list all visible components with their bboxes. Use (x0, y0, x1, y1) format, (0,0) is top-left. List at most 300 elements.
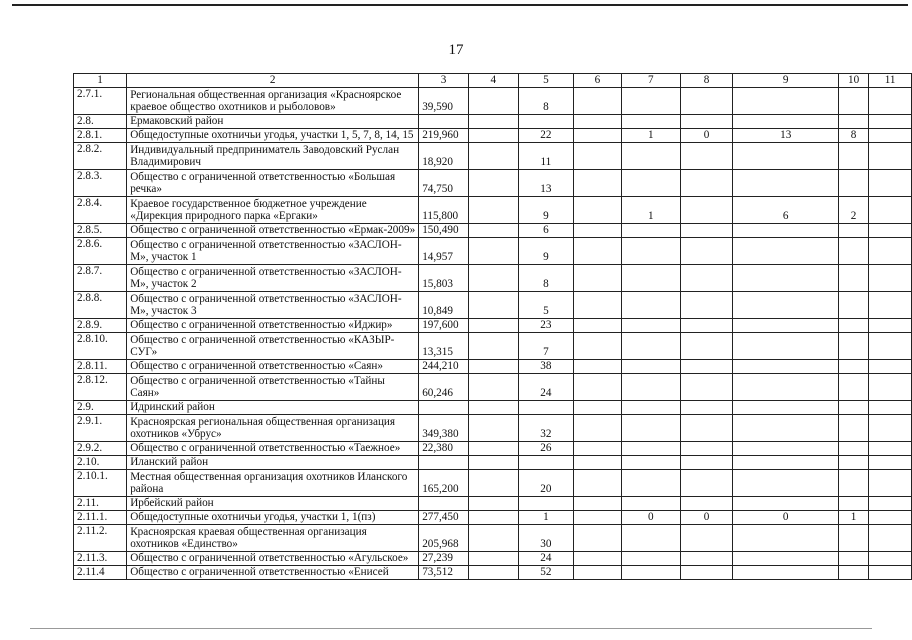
cell-col-3 (419, 401, 469, 415)
cell-col-9 (733, 374, 838, 401)
row-number: 2.8.3. (74, 170, 127, 197)
cell-col-9 (733, 442, 838, 456)
cell-col-10 (838, 497, 868, 511)
row-number: 2.8.9. (74, 319, 127, 333)
cell-col-5: 30 (518, 525, 573, 552)
row-name-line: речка» (130, 183, 162, 196)
cell-col-5: 1 (518, 511, 573, 525)
cell-col-5: 13 (518, 170, 573, 197)
cell-col-8 (680, 470, 733, 497)
cell-col-4 (468, 224, 518, 238)
row-name (127, 265, 419, 292)
cell-col-11 (869, 360, 912, 374)
cell-col-6 (573, 88, 621, 115)
row-name-line: района (130, 483, 164, 496)
cell-col-11 (869, 197, 912, 224)
cell-col-9 (733, 497, 838, 511)
row-name-line: Общество с ограниченной ответственностью «Ермак-2009» (130, 224, 416, 237)
scan-bottom-edge (30, 628, 872, 629)
cell-col-3: 15,803 (419, 265, 469, 292)
cell-col-4 (468, 238, 518, 265)
cell-col-4 (468, 170, 518, 197)
cell-col-5: 9 (518, 238, 573, 265)
row-name (127, 170, 419, 197)
row-name-line: Общество с ограниченной ответственностью «ЗАСЛОН- (130, 265, 402, 278)
cell-col-11 (869, 319, 912, 333)
cell-col-10 (838, 415, 868, 442)
cell-col-10 (838, 224, 868, 238)
cell-col-5: 5 (518, 292, 573, 319)
cell-col-6 (573, 552, 621, 566)
row-name-line: Красноярская региональная общественная организация (130, 415, 396, 428)
cell-col-4 (468, 566, 518, 580)
cell-col-11 (869, 129, 912, 143)
row-number: 2.8.5. (74, 224, 127, 238)
table-row (74, 401, 912, 415)
cell-col-3: 73,512 (419, 566, 469, 580)
row-name-line: Красноярская краевая общественная организация (130, 525, 367, 538)
cell-col-3: 74,750 (419, 170, 469, 197)
cell-col-11 (869, 415, 912, 442)
cell-col-6 (573, 470, 621, 497)
row-number: 2.8.6. (74, 238, 127, 265)
table-row (74, 566, 912, 580)
row-name (127, 415, 419, 442)
table-body (74, 74, 912, 580)
row-number: 2.9. (74, 401, 127, 415)
cell-col-4 (468, 197, 518, 224)
cell-col-8 (680, 170, 733, 197)
column-header: 5 (518, 74, 573, 88)
cell-col-6 (573, 442, 621, 456)
cell-col-7 (622, 319, 681, 333)
cell-col-8 (680, 224, 733, 238)
cell-col-8 (680, 238, 733, 265)
row-name-line: М», участок 3 (130, 305, 197, 318)
cell-col-6 (573, 292, 621, 319)
cell-col-11 (869, 143, 912, 170)
cell-col-9 (733, 88, 838, 115)
table-row (74, 415, 912, 442)
row-name (127, 552, 419, 566)
table-row (74, 442, 912, 456)
cell-col-5 (518, 456, 573, 470)
table-row (74, 292, 912, 319)
cell-col-10 (838, 143, 868, 170)
cell-col-11 (869, 88, 912, 115)
row-name (127, 143, 419, 170)
cell-col-11 (869, 497, 912, 511)
row-name (127, 511, 419, 525)
table-row (74, 511, 912, 525)
cell-col-7 (622, 88, 681, 115)
cell-col-4 (468, 374, 518, 401)
row-number: 2.11.3. (74, 552, 127, 566)
cell-col-8 (680, 566, 733, 580)
cell-col-7 (622, 292, 681, 319)
cell-col-8 (680, 442, 733, 456)
cell-col-9 (733, 552, 838, 566)
cell-col-9 (733, 470, 838, 497)
table-row (74, 525, 912, 552)
cell-col-5: 8 (518, 265, 573, 292)
column-header-row (74, 74, 912, 88)
cell-col-7 (622, 456, 681, 470)
row-name (127, 292, 419, 319)
cell-col-4 (468, 333, 518, 360)
cell-col-11 (869, 292, 912, 319)
page-number: 17 (448, 42, 464, 58)
row-number: 2.11.2. (74, 525, 127, 552)
cell-col-3: 10,849 (419, 292, 469, 319)
table-row (74, 265, 912, 292)
cell-col-9 (733, 566, 838, 580)
row-number: 2.8.1. (74, 129, 127, 143)
cell-col-3: 60,246 (419, 374, 469, 401)
cell-col-3: 219,960 (419, 129, 469, 143)
cell-col-4 (468, 143, 518, 170)
cell-col-7: 1 (622, 197, 681, 224)
row-number: 2.10. (74, 456, 127, 470)
table-row (74, 374, 912, 401)
cell-col-7 (622, 552, 681, 566)
data-table (73, 73, 912, 580)
cell-col-7 (622, 374, 681, 401)
row-number: 2.7.1. (74, 88, 127, 115)
cell-col-10 (838, 265, 868, 292)
cell-col-8 (680, 525, 733, 552)
row-name-line: Общедоступные охотничьи угодья, участки 1, 1(пз) (130, 511, 376, 524)
cell-col-6 (573, 197, 621, 224)
cell-col-3 (419, 456, 469, 470)
cell-col-7 (622, 333, 681, 360)
cell-col-4 (468, 265, 518, 292)
cell-col-11 (869, 442, 912, 456)
row-name (127, 129, 419, 143)
cell-col-10 (838, 470, 868, 497)
row-name-line: М», участок 1 (130, 251, 197, 264)
row-name (127, 442, 419, 456)
cell-col-11 (869, 333, 912, 360)
row-name-line: Саян» (130, 387, 160, 400)
cell-col-3: 349,380 (419, 415, 469, 442)
row-number: 2.8.4. (74, 197, 127, 224)
row-name-line: Общество с ограниченной ответственностью «КАЗЫР- (130, 333, 395, 346)
cell-col-5: 9 (518, 197, 573, 224)
cell-col-5: 26 (518, 442, 573, 456)
cell-col-9: 0 (733, 511, 838, 525)
cell-col-5: 7 (518, 333, 573, 360)
cell-col-4 (468, 415, 518, 442)
row-name (127, 566, 419, 580)
cell-col-6 (573, 456, 621, 470)
cell-col-5: 52 (518, 566, 573, 580)
cell-col-11 (869, 511, 912, 525)
cell-col-7: 0 (622, 511, 681, 525)
column-header: 6 (573, 74, 621, 88)
row-name-line: Местная общественная организация охотников Иланского (130, 470, 408, 483)
cell-col-10 (838, 360, 868, 374)
cell-col-3: 205,968 (419, 525, 469, 552)
table-row (74, 129, 912, 143)
cell-col-9 (733, 319, 838, 333)
row-name-line: Иланский район (130, 456, 209, 469)
cell-col-10 (838, 442, 868, 456)
cell-col-5: 22 (518, 129, 573, 143)
cell-col-8 (680, 143, 733, 170)
cell-col-6 (573, 143, 621, 170)
row-number: 2.9.1. (74, 415, 127, 442)
row-name-line: Индивидуальный предприниматель Заводовский Руслан (130, 143, 400, 156)
cell-col-5 (518, 401, 573, 415)
cell-col-8 (680, 319, 733, 333)
cell-col-6 (573, 374, 621, 401)
cell-col-9 (733, 170, 838, 197)
cell-col-7 (622, 415, 681, 442)
row-name-line: Общедоступные охотничьи угодья, участки 1, 5, 7, 8, 14, 15 (130, 129, 414, 142)
cell-col-4 (468, 456, 518, 470)
row-name (127, 470, 419, 497)
row-number: 2.8.8. (74, 292, 127, 319)
cell-col-11 (869, 115, 912, 129)
cell-col-11 (869, 238, 912, 265)
cell-col-7 (622, 360, 681, 374)
column-header: 1 (74, 74, 127, 88)
row-name-line: Общество с ограниченной ответственностью «Большая (130, 170, 396, 183)
cell-col-6 (573, 319, 621, 333)
cell-col-6 (573, 224, 621, 238)
cell-col-7 (622, 143, 681, 170)
table-row (74, 197, 912, 224)
cell-col-8 (680, 456, 733, 470)
row-name-line: Общество с ограниченной ответственностью «ЗАСЛОН- (130, 292, 402, 305)
row-name-line: Краевое государственное бюджетное учреждение (130, 197, 367, 210)
cell-col-6 (573, 265, 621, 292)
cell-col-4 (468, 497, 518, 511)
cell-col-3 (419, 115, 469, 129)
cell-col-6 (573, 511, 621, 525)
row-name (127, 374, 419, 401)
row-name-line: Идринский район (130, 401, 215, 414)
cell-col-4 (468, 360, 518, 374)
row-name-line: Общество с ограниченной ответственностью «Таежное» (130, 442, 401, 455)
cell-col-7 (622, 497, 681, 511)
table-row (74, 238, 912, 265)
cell-col-7 (622, 224, 681, 238)
row-name-line: Общество с ограниченной ответственностью «Енисей (130, 566, 389, 579)
cell-col-6 (573, 497, 621, 511)
cell-col-10 (838, 88, 868, 115)
column-header: 3 (419, 74, 469, 88)
cell-col-6 (573, 115, 621, 129)
scan-top-edge (12, 4, 908, 6)
row-name (127, 360, 419, 374)
cell-col-6 (573, 360, 621, 374)
row-name (127, 238, 419, 265)
cell-col-3: 14,957 (419, 238, 469, 265)
cell-col-11 (869, 456, 912, 470)
row-name (127, 525, 419, 552)
cell-col-4 (468, 88, 518, 115)
row-number: 2.8. (74, 115, 127, 129)
cell-col-10: 8 (838, 129, 868, 143)
cell-col-5: 20 (518, 470, 573, 497)
cell-col-8 (680, 265, 733, 292)
row-number: 2.9.2. (74, 442, 127, 456)
table-row (74, 333, 912, 360)
table-row (74, 115, 912, 129)
cell-col-8 (680, 360, 733, 374)
cell-col-5: 24 (518, 374, 573, 401)
cell-col-6 (573, 525, 621, 552)
row-name (127, 197, 419, 224)
row-name (127, 401, 419, 415)
cell-col-7 (622, 442, 681, 456)
cell-col-9 (733, 360, 838, 374)
cell-col-4 (468, 470, 518, 497)
row-name-line: «Дирекция природного парка «Ергаки» (130, 210, 318, 223)
row-name-line: Владимирович (130, 156, 202, 169)
table-row (74, 224, 912, 238)
cell-col-6 (573, 566, 621, 580)
cell-col-9 (733, 415, 838, 442)
cell-col-8 (680, 88, 733, 115)
cell-col-10 (838, 456, 868, 470)
cell-col-4 (468, 292, 518, 319)
cell-col-7 (622, 525, 681, 552)
cell-col-11 (869, 401, 912, 415)
row-name-line: М», участок 2 (130, 278, 197, 291)
cell-col-8 (680, 333, 733, 360)
table-row (74, 88, 912, 115)
row-name-line: Региональная общественная организация «Красноярское (130, 88, 402, 101)
cell-col-3: 39,590 (419, 88, 469, 115)
cell-col-8 (680, 415, 733, 442)
column-header: 9 (733, 74, 838, 88)
cell-col-10 (838, 552, 868, 566)
cell-col-10 (838, 238, 868, 265)
row-name (127, 224, 419, 238)
cell-col-3: 18,920 (419, 143, 469, 170)
cell-col-4 (468, 511, 518, 525)
cell-col-4 (468, 442, 518, 456)
cell-col-10 (838, 401, 868, 415)
cell-col-11 (869, 525, 912, 552)
cell-col-4 (468, 525, 518, 552)
cell-col-6 (573, 129, 621, 143)
row-name-line: СУГ» (130, 346, 158, 359)
row-name (127, 497, 419, 511)
cell-col-10: 1 (838, 511, 868, 525)
row-number: 2.8.2. (74, 143, 127, 170)
row-number: 2.11. (74, 497, 127, 511)
cell-col-9 (733, 456, 838, 470)
row-number: 2.8.7. (74, 265, 127, 292)
row-name (127, 115, 419, 129)
cell-col-10 (838, 292, 868, 319)
cell-col-10 (838, 566, 868, 580)
cell-col-3: 277,450 (419, 511, 469, 525)
cell-col-9 (733, 224, 838, 238)
cell-col-10 (838, 374, 868, 401)
cell-col-9 (733, 292, 838, 319)
cell-col-6 (573, 170, 621, 197)
cell-col-3: 13,315 (419, 333, 469, 360)
cell-col-3: 27,239 (419, 552, 469, 566)
column-header: 2 (127, 74, 419, 88)
cell-col-5 (518, 497, 573, 511)
cell-col-9 (733, 115, 838, 129)
table-row (74, 456, 912, 470)
cell-col-9 (733, 265, 838, 292)
row-number: 2.11.4 (74, 566, 127, 580)
row-name-line: охотников «Единство» (130, 538, 238, 551)
cell-col-7 (622, 238, 681, 265)
cell-col-9: 6 (733, 197, 838, 224)
cell-col-7 (622, 170, 681, 197)
cell-col-6 (573, 401, 621, 415)
cell-col-3: 22,380 (419, 442, 469, 456)
table-row (74, 319, 912, 333)
cell-col-7 (622, 566, 681, 580)
cell-col-3: 244,210 (419, 360, 469, 374)
cell-col-5: 6 (518, 224, 573, 238)
cell-col-9 (733, 238, 838, 265)
cell-col-8 (680, 401, 733, 415)
row-number: 2.8.12. (74, 374, 127, 401)
cell-col-10 (838, 319, 868, 333)
row-name-line: Ермаковский район (130, 115, 224, 128)
cell-col-8 (680, 115, 733, 129)
table-row (74, 360, 912, 374)
cell-col-5: 11 (518, 143, 573, 170)
cell-col-8 (680, 197, 733, 224)
cell-col-8 (680, 497, 733, 511)
cell-col-7 (622, 401, 681, 415)
cell-col-11 (869, 224, 912, 238)
cell-col-5: 38 (518, 360, 573, 374)
cell-col-7 (622, 265, 681, 292)
row-name-line: краевое общество охотников и рыболовов» (130, 101, 336, 114)
column-header: 8 (680, 74, 733, 88)
cell-col-4 (468, 552, 518, 566)
cell-col-9 (733, 333, 838, 360)
cell-col-4 (468, 319, 518, 333)
table-row (74, 170, 912, 197)
cell-col-5: 24 (518, 552, 573, 566)
cell-col-3: 150,490 (419, 224, 469, 238)
cell-col-5: 8 (518, 88, 573, 115)
cell-col-9 (733, 401, 838, 415)
cell-col-11 (869, 552, 912, 566)
cell-col-11 (869, 374, 912, 401)
column-header: 7 (622, 74, 681, 88)
cell-col-11 (869, 170, 912, 197)
cell-col-4 (468, 115, 518, 129)
cell-col-8 (680, 552, 733, 566)
cell-col-5: 23 (518, 319, 573, 333)
row-name-line: Общество с ограниченной ответственностью «Тайны (130, 374, 385, 387)
cell-col-11 (869, 470, 912, 497)
cell-col-10 (838, 170, 868, 197)
cell-col-5 (518, 115, 573, 129)
row-number: 2.11.1. (74, 511, 127, 525)
row-name-line: Общество с ограниченной ответственностью «ЗАСЛОН- (130, 238, 402, 251)
cell-col-11 (869, 566, 912, 580)
row-name (127, 319, 419, 333)
table-row (74, 552, 912, 566)
cell-col-4 (468, 401, 518, 415)
